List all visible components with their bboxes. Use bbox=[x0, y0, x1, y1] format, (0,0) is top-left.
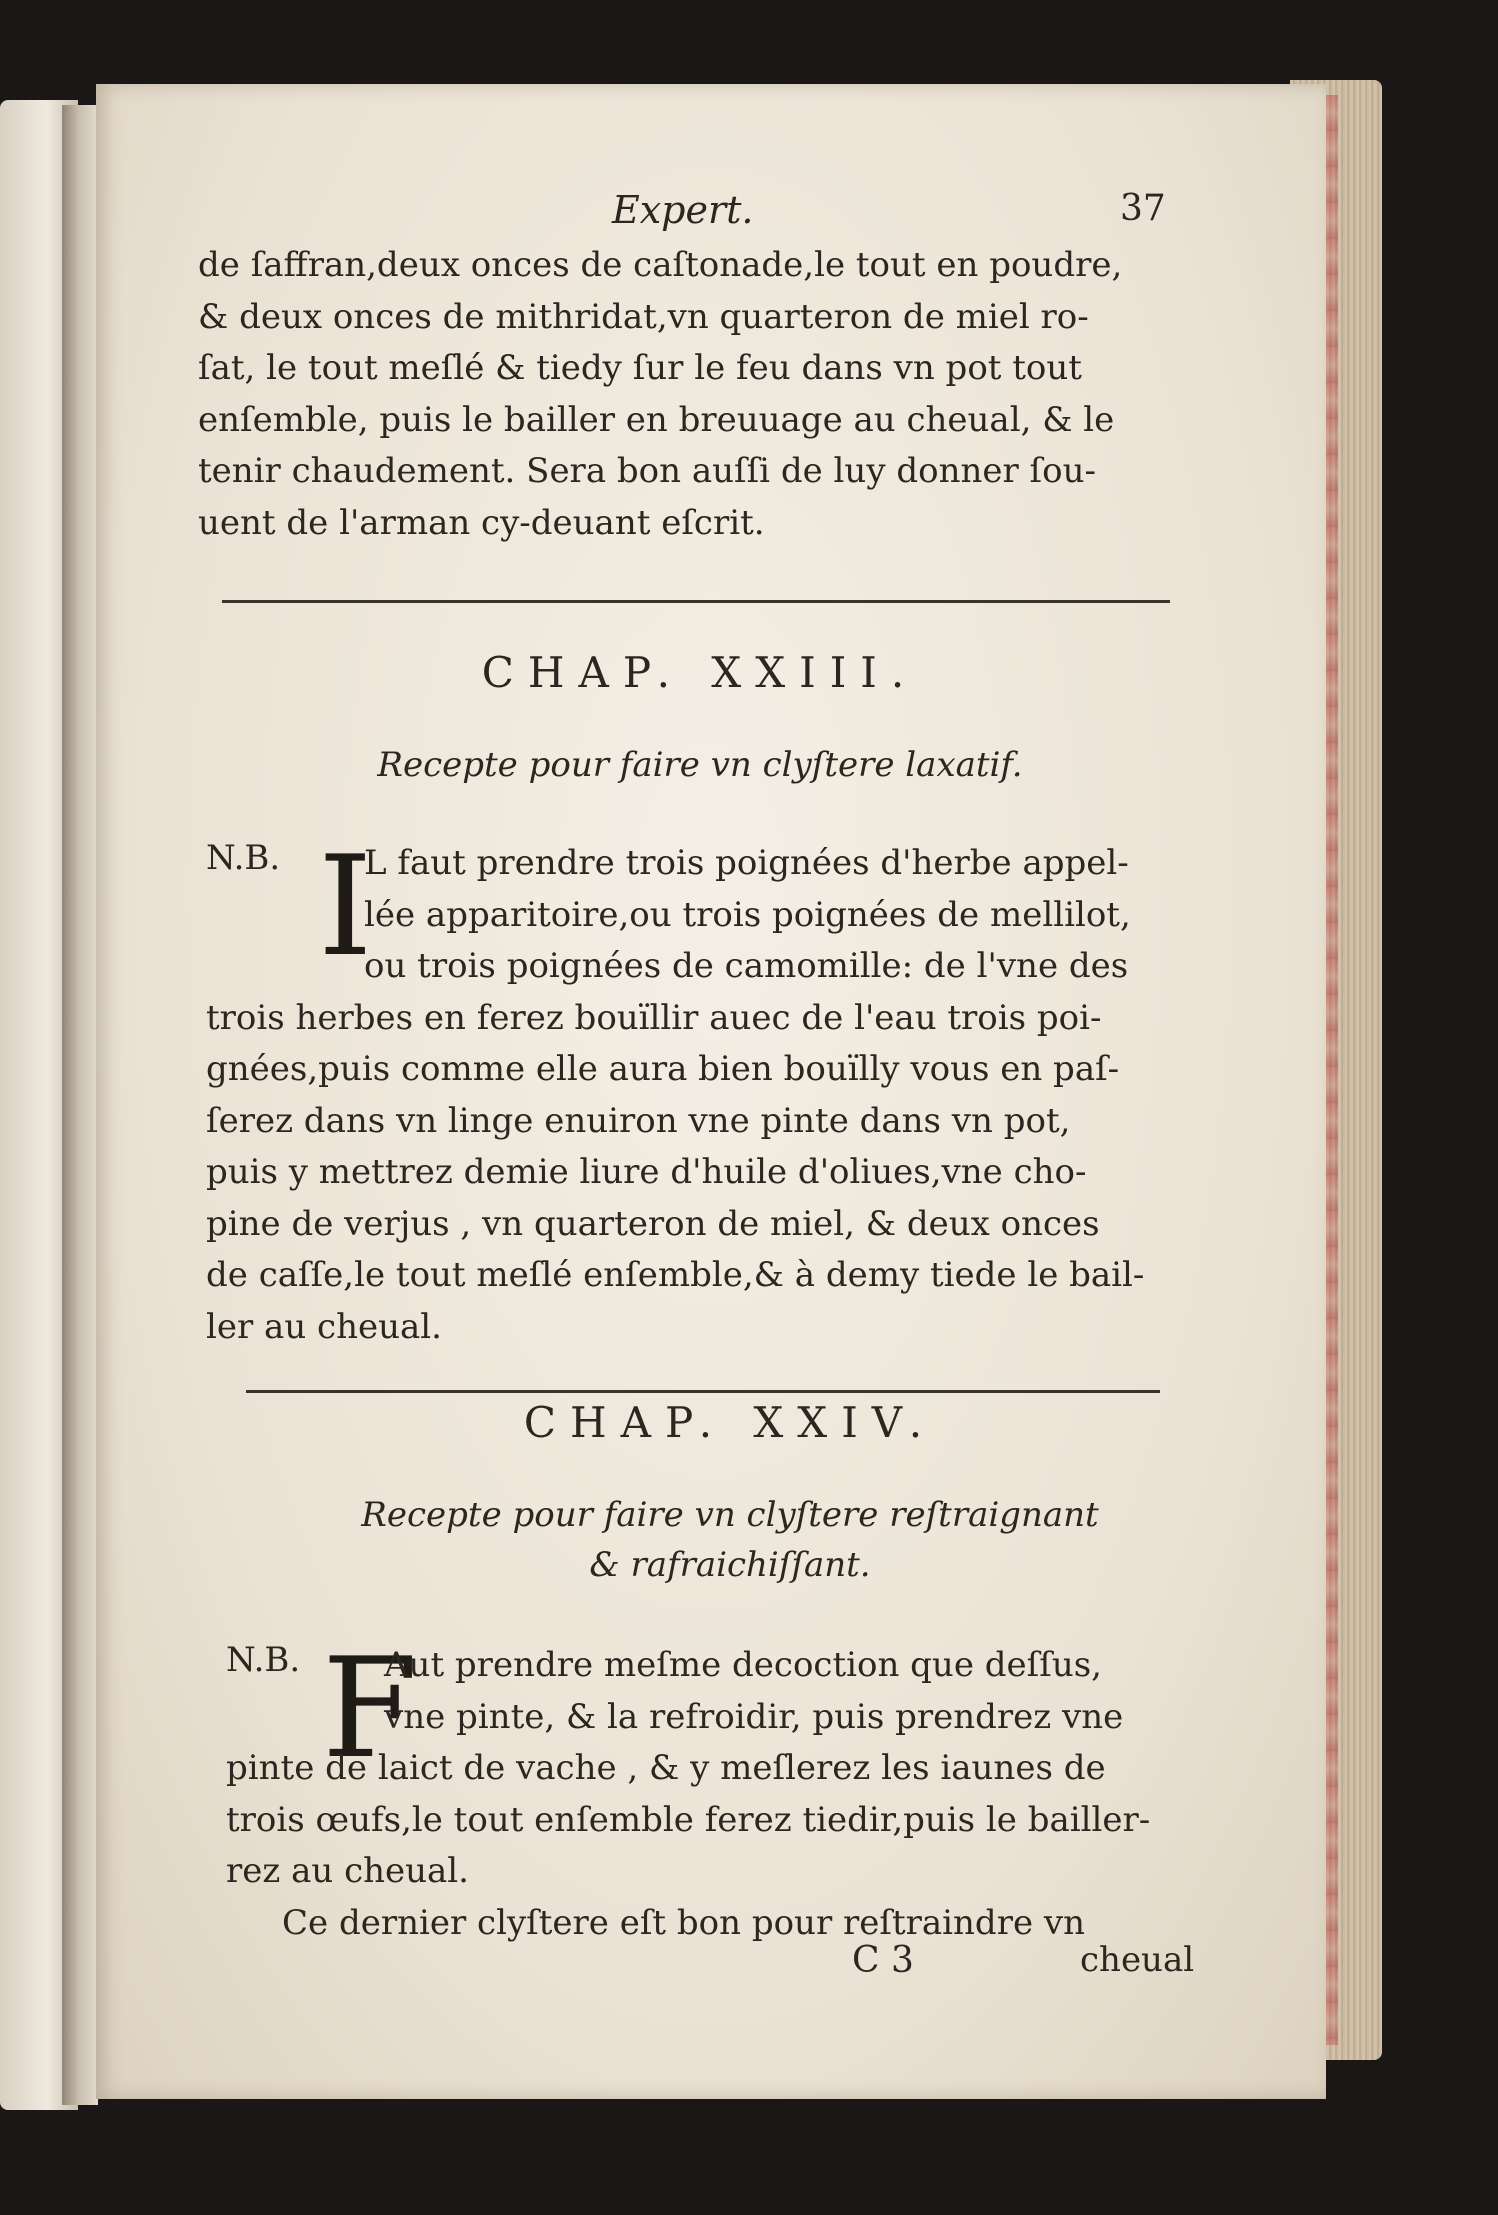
text-line: puis y mettrez demie liure d'huile d'oliues,vne cho- bbox=[206, 1152, 1087, 1192]
text-line: lée apparitoire,ou trois poignées de mellilot, bbox=[364, 894, 1131, 935]
page-number: 37 bbox=[1120, 188, 1166, 229]
text-line: Ce dernier clyſtere eſt bon pour reſtraindre vn bbox=[282, 1902, 1085, 1943]
chapter-subtitle: & rafraichiſſant. bbox=[589, 1545, 871, 1585]
top-paragraph bbox=[198, 240, 1218, 549]
text-line: Aut prendre meſme decoction que deſſus, bbox=[384, 1645, 1102, 1685]
text-line: ſat, le tout meſlé & tiedy ſur le feu dans vn pot tout bbox=[198, 348, 1082, 388]
drop-cap: F bbox=[322, 1628, 418, 1789]
section-rule bbox=[222, 600, 1170, 603]
chapter-subtitle: Recepte pour faire vn clyſtere reſtraignant bbox=[361, 1495, 1099, 1535]
text-line: pine de verjus , vn quarteron de miel, & deux onces bbox=[206, 1203, 1100, 1244]
section-rule bbox=[246, 1390, 1160, 1393]
signature-mark: C 3 bbox=[852, 1940, 914, 1981]
chapter-paragraph bbox=[226, 1628, 1216, 1949]
chapter-heading: CHAP. XXIII. bbox=[481, 648, 919, 697]
text-line: gnées,puis comme elle aura bien bouïlly vous en paſ- bbox=[206, 1049, 1120, 1089]
chapter-heading: CHAP. XXIV. bbox=[523, 1398, 937, 1447]
text-line: L faut prendre trois poignées d'herbe appel- bbox=[364, 843, 1129, 883]
text-line: ler au cheual. bbox=[206, 1306, 442, 1347]
running-header: Expert. bbox=[612, 188, 754, 232]
text-line: ſerez dans vn linge enuiron vne pinte dans vn pot, bbox=[206, 1100, 1071, 1141]
text-line: uent de l'arman cy-deuant eſcrit. bbox=[198, 502, 765, 543]
chapter-subtitle: Recepte pour faire vn clyſtere laxatif. bbox=[377, 745, 1023, 785]
text-line: de caſſe,le tout meſlé enſemble,& à demy tiede le bail- bbox=[206, 1255, 1145, 1295]
chapter-paragraph bbox=[206, 826, 1216, 1353]
text-line: vne pinte, & la refroidir, puis prendrez vne bbox=[384, 1696, 1124, 1737]
nota-bene-mark: N.B. bbox=[206, 838, 281, 878]
text-line: trois herbes en ferez bouïllir auec de l'eau trois poi- bbox=[206, 997, 1102, 1038]
catchword: cheual bbox=[1080, 1940, 1195, 1980]
text-line: trois œufs,le tout enſemble ferez tiedir,puis le bailler- bbox=[226, 1799, 1151, 1840]
text-line: pinte de laict de vache , & y meſlerez les iaunes de bbox=[226, 1748, 1106, 1788]
text-line: enſemble, puis le bailler en breuuage au cheual, & le bbox=[198, 399, 1115, 440]
book-gutter bbox=[62, 105, 98, 2105]
text-line: ou trois poignées de camomille: de l'vne des bbox=[364, 946, 1129, 986]
text-line: rez au cheual. bbox=[226, 1851, 469, 1891]
text-line: de ſaffran,deux onces de caſtonade,le tout en poudre, bbox=[198, 245, 1123, 285]
nota-bene-mark: N.B. bbox=[226, 1640, 301, 1680]
text-line: & deux onces de mithridat,vn quarteron de miel ro- bbox=[198, 296, 1089, 337]
drop-cap: I bbox=[318, 826, 373, 987]
text-line: tenir chaudement. Sera bon auſſi de luy donner ſou- bbox=[198, 451, 1096, 491]
